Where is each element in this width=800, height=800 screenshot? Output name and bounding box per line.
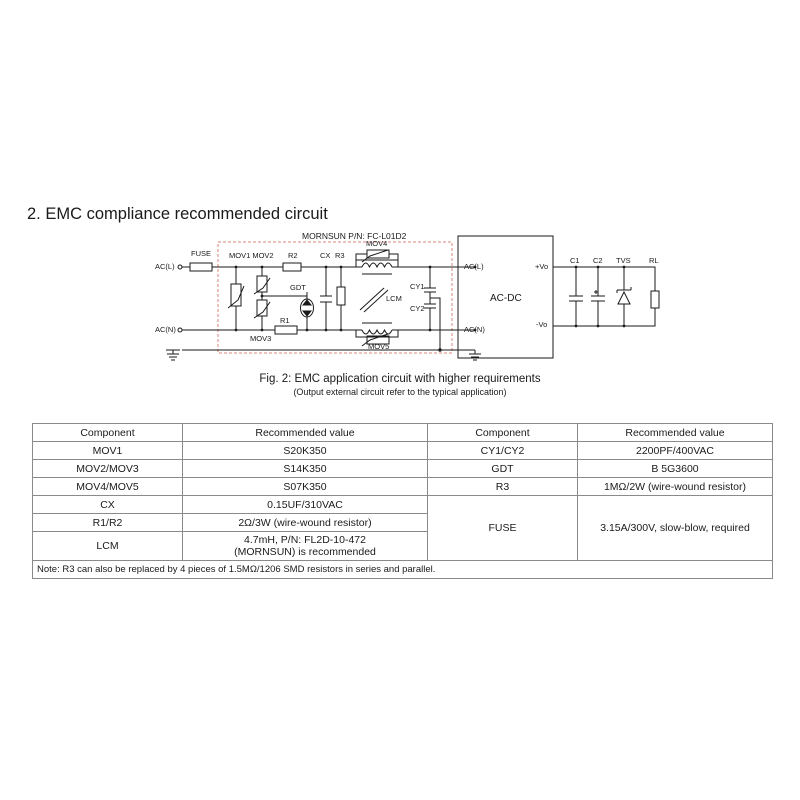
fuse-label: FUSE xyxy=(191,249,212,258)
cell-component: MOV4/MOV5 xyxy=(33,478,183,496)
c2-symbol xyxy=(591,296,605,301)
mov1-symbol xyxy=(231,284,241,306)
part-number-label: MORNSUN P/N: FC-L01D2 xyxy=(302,231,407,241)
cx-label: CX xyxy=(320,251,331,260)
table-header-row xyxy=(33,424,773,442)
cy2-symbol xyxy=(424,304,436,308)
emc-circuit-diagram xyxy=(0,228,800,373)
header-recommended-value: Recommended value xyxy=(578,424,773,442)
c1-symbol xyxy=(569,296,583,301)
table-row xyxy=(33,496,773,514)
cy1-label: CY1 xyxy=(410,282,425,291)
acn-input-label: AC(N) xyxy=(155,325,176,334)
cell-value: B 5G3600 xyxy=(578,460,773,478)
cell-component: R3 xyxy=(428,478,578,496)
cell-component: GDT xyxy=(428,460,578,478)
acn-output-label: AC(N) xyxy=(464,325,485,334)
cell-component: CX xyxy=(33,496,183,514)
r3-label: R3 xyxy=(335,251,345,260)
r3-symbol xyxy=(337,287,345,305)
cell-value: S07K350 xyxy=(183,478,428,496)
c1-label: C1 xyxy=(570,256,580,265)
mov5-label: MOV5 xyxy=(368,342,390,351)
table-note-row xyxy=(33,561,773,579)
r2-label: R2 xyxy=(288,251,298,260)
cy2-label: CY2 xyxy=(410,304,425,313)
cell-value: 2Ω/3W (wire-wound resistor) xyxy=(183,514,428,532)
rl-symbol xyxy=(651,291,659,308)
header-component: Component xyxy=(428,424,578,442)
gdt-label: GDT xyxy=(290,283,306,292)
cell-component: MOV1 xyxy=(33,442,183,460)
cell-value: 0.15UF/310VAC xyxy=(183,496,428,514)
header-recommended-value: Recommended value xyxy=(183,424,428,442)
tvs-symbol xyxy=(617,287,631,304)
r1-symbol xyxy=(275,326,297,334)
cy1-symbol xyxy=(424,288,436,292)
mov4-label: MOV4 xyxy=(366,239,388,248)
vo-plus-label: +Vo xyxy=(535,262,549,271)
table-row xyxy=(33,460,773,478)
vo-minus-label: -Vo xyxy=(536,320,548,329)
cx-symbol xyxy=(320,296,332,302)
cell-value: S14K350 xyxy=(183,460,428,478)
tvs-label: TVS xyxy=(616,256,631,265)
component-table xyxy=(32,423,773,579)
cell-value-line: (MORNSUN) is recommended xyxy=(234,546,376,558)
cell-component: R1/R2 xyxy=(33,514,183,532)
header-component: Component xyxy=(33,424,183,442)
lcm-winding-upper xyxy=(362,263,392,267)
figure-subcaption: (Output external circuit refer to the typical application) xyxy=(293,387,507,397)
acl-input-label: AC(L) xyxy=(155,262,175,271)
section-title: 2. EMC compliance recommended circuit xyxy=(27,205,328,223)
cell-component: CY1/CY2 xyxy=(428,442,578,460)
cell-value: S20K350 xyxy=(183,442,428,460)
fuse-symbol xyxy=(190,263,212,271)
r2-symbol xyxy=(283,263,301,271)
cell-component-fuse: FUSE xyxy=(428,496,578,561)
acl-output-label: AC(L) xyxy=(464,262,484,271)
cell-component: MOV2/MOV3 xyxy=(33,460,183,478)
cell-value: 1MΩ/2W (wire-wound resistor) xyxy=(578,478,773,496)
earth-ground-left xyxy=(166,350,180,360)
table-note: Note: R3 can also be replaced by 4 pieces of 1.5MΩ/1206 SMD resistors in series and parallel. xyxy=(33,561,773,579)
cell-value-fuse: 3.15A/300V, slow-blow, required xyxy=(578,496,773,561)
r1-label: R1 xyxy=(280,316,290,325)
ac-dc-label: AC-DC xyxy=(490,293,522,304)
lcm-winding-lower xyxy=(362,330,392,334)
lcm-label: LCM xyxy=(386,294,402,303)
cell-component: LCM xyxy=(33,532,183,561)
table-row xyxy=(33,478,773,496)
table-row xyxy=(33,442,773,460)
cell-value xyxy=(183,532,428,561)
mov3-label: MOV3 xyxy=(250,334,272,343)
figure-caption: Fig. 2: EMC application circuit with higher requirements xyxy=(259,373,541,385)
rl-label: RL xyxy=(649,256,659,265)
cell-value: 2200PF/400VAC xyxy=(578,442,773,460)
mov1-mov2-label: MOV1 MOV2 xyxy=(229,251,274,260)
c2-label: C2 xyxy=(593,256,603,265)
cell-value-line: 4.7mH, P/N: FL2D-10-472 xyxy=(244,534,366,546)
